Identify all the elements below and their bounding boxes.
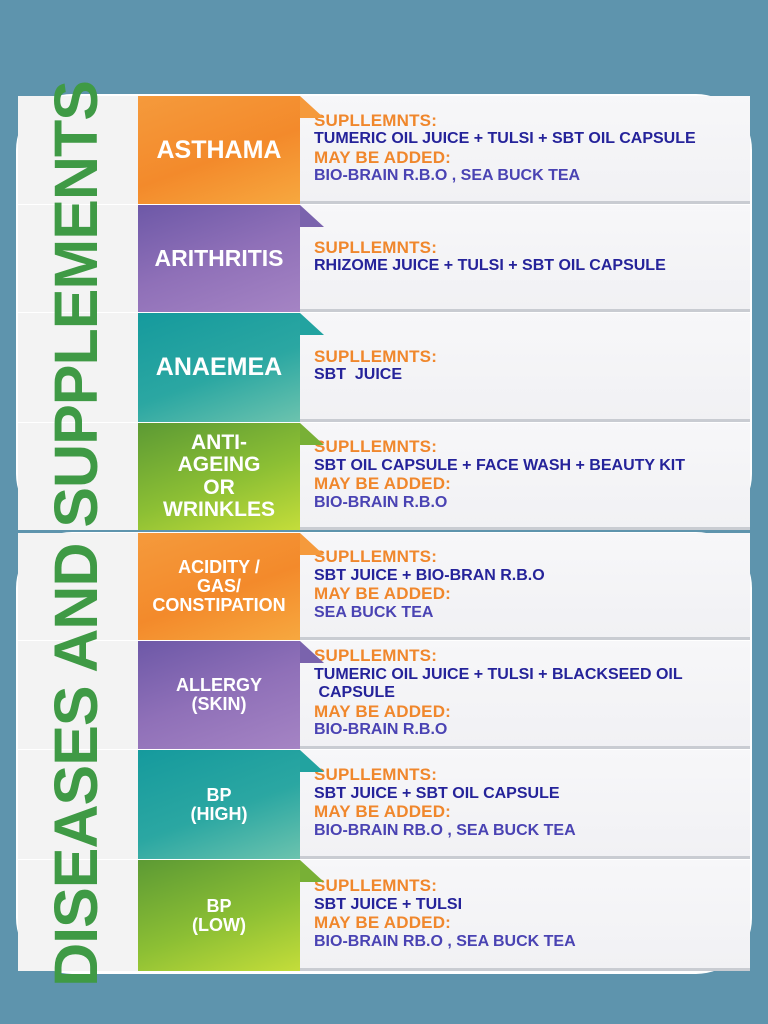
disease-label: ASTHAMA	[138, 96, 300, 204]
supplement-info	[300, 641, 750, 749]
supplements-text: RHIZOME JUICE + TULSI + SBT OIL CAPSULE	[314, 257, 666, 274]
corner-tab	[300, 96, 324, 118]
supplements-text: TUMERIC OIL JUICE + TULSI + BLACKSEED OIL CAPSULE	[314, 665, 683, 702]
supplements-label: SUPLLEMNTS:	[314, 110, 438, 130]
supplement-info	[300, 750, 750, 859]
supplement-info	[300, 205, 750, 312]
supplement-info	[300, 313, 750, 422]
may-be-added-label: MAY BE ADDED:	[314, 147, 452, 167]
supplements-label: SUPLLEMNTS:	[314, 237, 438, 257]
supplements-text: SBT JUICE + TULSI	[314, 895, 463, 913]
disease-label: ANAEMEA	[138, 313, 300, 422]
supplements-label: SUPLLEMNTS:	[314, 437, 438, 456]
disease-label: ANTI- AGEING OR WRINKLES	[138, 423, 300, 530]
may-be-added-text: BIO-BRAIN R.B.O , SEA BUCK TEA	[314, 167, 581, 184]
corner-tab	[300, 533, 324, 555]
supplements-text: SBT OIL CAPSULE + FACE WASH + BEAUTY KIT	[314, 456, 686, 474]
may-be-added-label: MAY BE ADDED:	[314, 913, 452, 932]
supplement-info	[300, 860, 750, 971]
disease-label: ARITHRITIS	[138, 205, 300, 312]
corner-tab	[300, 205, 324, 227]
vertical-title-container	[18, 81, 134, 987]
supplements-text: TUMERIC OIL JUICE + TULSI + SBT OIL CAPSULE	[314, 130, 696, 147]
supplements-label: SUPLLEMNTS:	[314, 646, 438, 666]
may-be-added-text: BIO-BRAIN RB.O , SEA BUCK TEA	[314, 932, 576, 950]
corner-tab	[300, 423, 324, 445]
supplements-text: SBT JUICE + BIO-BRAN R.B.O	[314, 566, 545, 584]
may-be-added-text: BIO-BRAIN R.B.O	[314, 721, 448, 739]
supplements-label: SUPLLEMNTS:	[314, 876, 438, 895]
supplements-text: SBT JUICE + SBT OIL CAPSULE	[314, 784, 560, 802]
may-be-added-label: MAY BE ADDED:	[314, 802, 452, 821]
supplement-info	[300, 423, 750, 530]
may-be-added-text: BIO-BRAIN R.B.O	[314, 493, 448, 511]
disease-label: BP (LOW)	[138, 860, 300, 971]
may-be-added-text: BIO-BRAIN RB.O , SEA BUCK TEA	[314, 821, 576, 839]
may-be-added-label: MAY BE ADDED:	[314, 584, 452, 603]
supplements-label: SUPLLEMNTS:	[314, 765, 438, 784]
page-title: DISEASES AND SUPPLEMENTS	[42, 81, 110, 987]
may-be-added-text: SEA BUCK TEA	[314, 603, 434, 621]
may-be-added-label: MAY BE ADDED:	[314, 701, 452, 721]
supplements-label: SUPLLEMNTS:	[314, 547, 438, 566]
corner-tab	[300, 313, 324, 335]
supplement-info	[300, 533, 750, 640]
corner-tab	[300, 641, 324, 663]
corner-tab	[300, 750, 324, 772]
disease-label: ALLERGY (SKIN)	[138, 641, 300, 749]
disease-label: ACIDITY / GAS/ CONSTIPATION	[138, 533, 300, 640]
supplement-info	[300, 96, 750, 204]
may-be-added-label: MAY BE ADDED:	[314, 474, 452, 493]
supplements-text: SBT JUICE	[314, 366, 403, 383]
supplements-label: SUPLLEMNTS:	[314, 346, 438, 366]
corner-tab	[300, 860, 324, 882]
disease-label: BP (HIGH)	[138, 750, 300, 859]
